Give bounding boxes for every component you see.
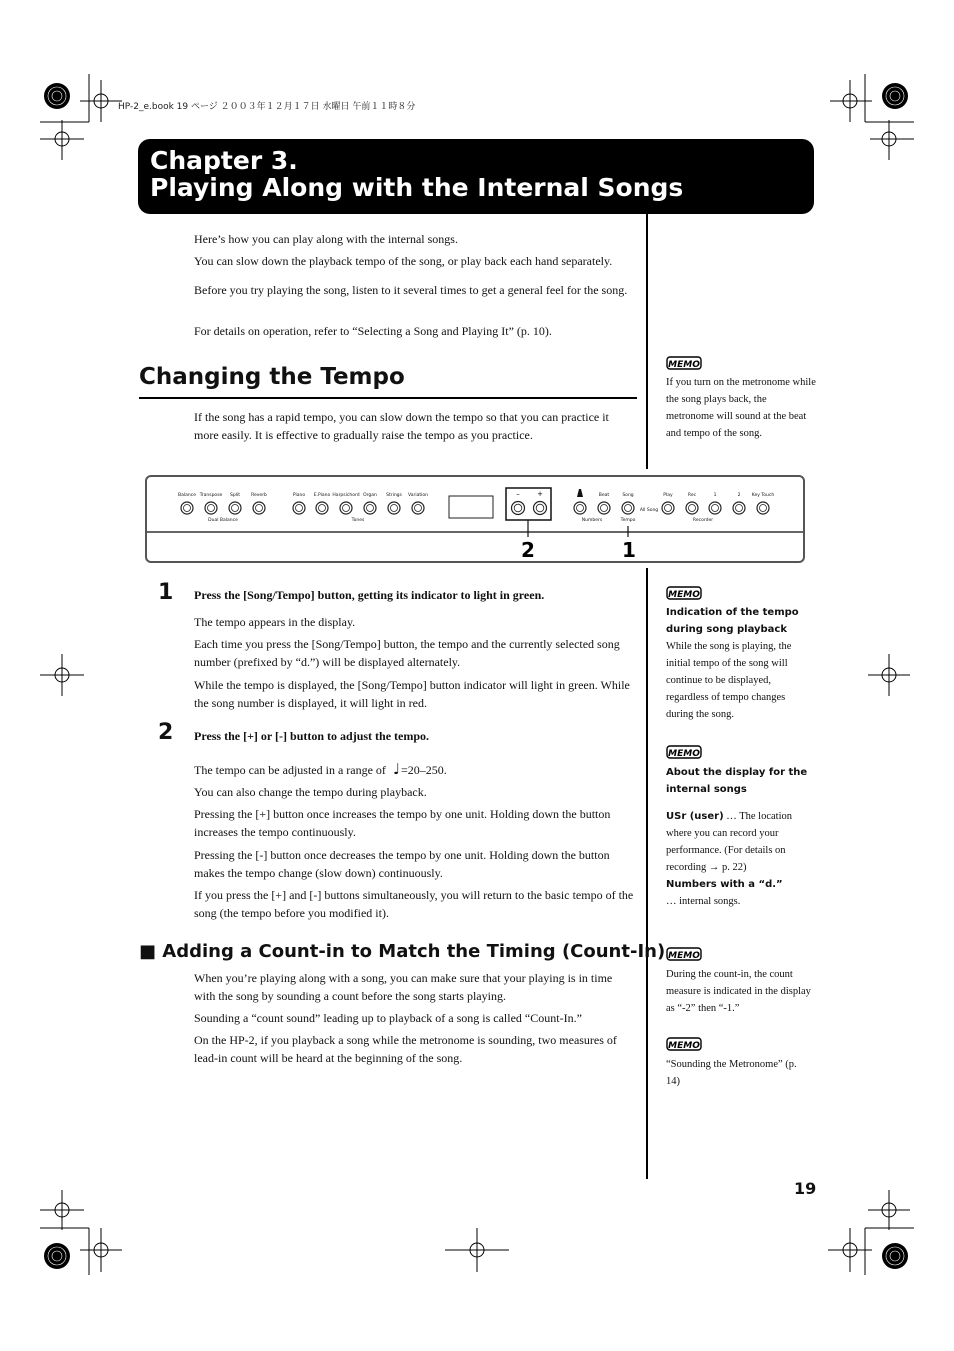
svg-text:Song: Song: [622, 493, 634, 498]
memo-icon: [666, 585, 702, 601]
svg-text:Beat: Beat: [598, 493, 610, 498]
step-number-2: 2: [158, 720, 174, 745]
svg-text:Split: Split: [230, 493, 240, 498]
step-1-title: Press the [Song/Tempo] button, getting its indicator to light in green.: [194, 588, 545, 602]
column-divider: [646, 214, 648, 469]
chapter-title: [150, 147, 683, 201]
svg-text:Piano: Piano: [292, 493, 306, 498]
svg-text:Rec: Rec: [687, 493, 697, 498]
svg-text:MEMO: MEMO: [668, 360, 700, 370]
svg-text:+: +: [537, 490, 543, 498]
subsection-para-2: Sounding a “count sound” leading up to playback of a song is called “Count-In.”: [194, 1011, 582, 1025]
svg-text:Transpose: Transpose: [199, 493, 223, 498]
column-divider: [646, 568, 648, 1179]
step-2-para-4: If you press the [+] and [-] buttons simultaneously, you will return to the basic tempo of the song (the tempo before you modified it).: [194, 888, 634, 920]
tempo-range-prefix: The tempo can be adjusted in a range of: [194, 763, 386, 777]
svg-text:1: 1: [622, 538, 636, 562]
svg-text:Balance: Balance: [178, 493, 196, 498]
memo-usr-note: [666, 808, 806, 876]
svg-text:Harpsichord: Harpsichord: [332, 493, 360, 498]
svg-text:MEMO: MEMO: [668, 590, 700, 600]
file-info-header: HP-2_e.book 19 ページ ２００３年１２月１７日 水曜日 午前１１時８分: [118, 102, 416, 112]
section-rule: [139, 397, 637, 399]
tempo-range-suffix: =20–250.: [401, 763, 447, 777]
step-2-para-2: Pressing the [+] button once increases the tempo by one unit. Holding down the button increases the tempo continuously.: [194, 807, 611, 839]
svg-text:MEMO: MEMO: [668, 749, 700, 759]
memo-icon: [666, 744, 702, 760]
memo-metronome-note: If you turn on the metronome while the song plays back, the metronome will sound at the beat and tempo of the song.: [666, 377, 816, 439]
memo-tempo-title: Indication of the tempo during song playback: [666, 607, 799, 635]
svg-text:Strings: Strings: [386, 493, 402, 498]
svg-text:Variation: Variation: [408, 493, 428, 498]
memo-d-text: … internal songs.: [666, 896, 741, 907]
section-title: Changing the Tempo: [139, 364, 405, 390]
svg-text:MEMO: MEMO: [668, 1041, 700, 1051]
chapter-name: Playing Along with the Internal Songs: [150, 173, 684, 202]
memo-tempo-body: While the song is playing, the initial tempo of the song will continue to be displayed, regardless of tempo changes during the song.: [666, 641, 792, 720]
memo-count-in-note: During the count-in, the count measure is indicated in the display as “-2” then “-1.”: [666, 969, 811, 1014]
svg-text:Numbers: Numbers: [581, 518, 603, 523]
intro-para-2: You can slow down the playback tempo of the song, or play back each hand separately.: [194, 254, 613, 268]
svg-text:Reverb: Reverb: [251, 493, 267, 498]
memo-icon: [666, 355, 702, 371]
svg-text:Dual Balance: Dual Balance: [208, 518, 238, 523]
svg-text:Tones: Tones: [351, 518, 365, 523]
step-2-title: Press the [+] or [-] button to adjust the tempo.: [194, 729, 430, 743]
chapter-number: Chapter 3.: [150, 146, 298, 175]
subsection-para-1: When you’re playing along with a song, you can make sure that your playing is in time with the song by sounding a count before the song starts playing.: [194, 971, 613, 1003]
quarter-note-icon: ♩: [392, 760, 401, 778]
step-1-para-1: The tempo appears in the display.: [194, 615, 356, 629]
panel-controls: [145, 475, 805, 563]
svg-text:–: –: [516, 490, 520, 498]
svg-text:Key Touch: Key Touch: [751, 493, 775, 498]
memo-reference: “Sounding the Metronome” (p. 14): [666, 1059, 797, 1087]
step-1-para-2: Each time you press the [Song/Tempo] button, the tempo and the currently selected song number (prefixed by “d.”) will be displayed alternately.: [194, 637, 620, 669]
page-number: 19: [794, 1179, 817, 1198]
intro-para-4: For details on operation, refer to “Selecting a Song and Playing It” (p. 10).: [194, 324, 552, 338]
memo-display-title: About the display for the internal songs: [666, 767, 808, 795]
svg-text:1: 1: [713, 493, 717, 498]
svg-text:Organ: Organ: [363, 493, 377, 498]
intro-para-1: Here’s how you can play along with the internal songs.: [194, 232, 458, 246]
step-2-para-3: Pressing the [-] button once decreases the tempo by one unit. Holding down the button makes the tempo change (slow down) continuously.: [194, 848, 610, 880]
memo-icon: [666, 1036, 702, 1052]
svg-text:Play: Play: [663, 493, 673, 498]
step-2-para-1: You can also change the tempo during playback.: [194, 785, 427, 799]
step-1-para-3: While the tempo is displayed, the [Song/Tempo] button indicator will light in green. While the song number is displayed, it will light in red.: [194, 678, 630, 710]
memo-usr-text: … The location where you can record your performance. (For details on recording → p. 22): [666, 811, 793, 873]
svg-text:Tempo: Tempo: [620, 518, 636, 523]
svg-text:Recorder: Recorder: [692, 518, 714, 523]
svg-text:E.Piano: E.Piano: [313, 493, 331, 498]
section-intro: If the song has a rapid tempo, you can slow down the tempo so that you can practice it more easily. It is effective to gradually raise the tempo as you practice.: [194, 410, 609, 442]
memo-icon: [666, 946, 702, 962]
step-2-tempo-range: [194, 760, 634, 779]
intro-para-3: Before you try playing the song, listen to it several times to get a general feel for the song.: [194, 283, 628, 297]
subsection-title: ■ Adding a Count-in to Match the Timing (Count-In): [139, 941, 666, 962]
svg-text:MEMO: MEMO: [668, 951, 700, 961]
memo-d-label: Numbers with a “d.”: [666, 879, 783, 890]
step-number-1: 1: [158, 580, 174, 605]
svg-text:All Song: All Song: [639, 508, 659, 513]
svg-text:2: 2: [521, 538, 535, 562]
subsection-para-3: On the HP-2, if you playback a song while the metronome is sounding, two measures of lead-in count will be heard at the beginning of the song.: [194, 1033, 617, 1065]
svg-text:2: 2: [737, 493, 741, 498]
memo-usr-label: USr (user): [666, 811, 724, 822]
